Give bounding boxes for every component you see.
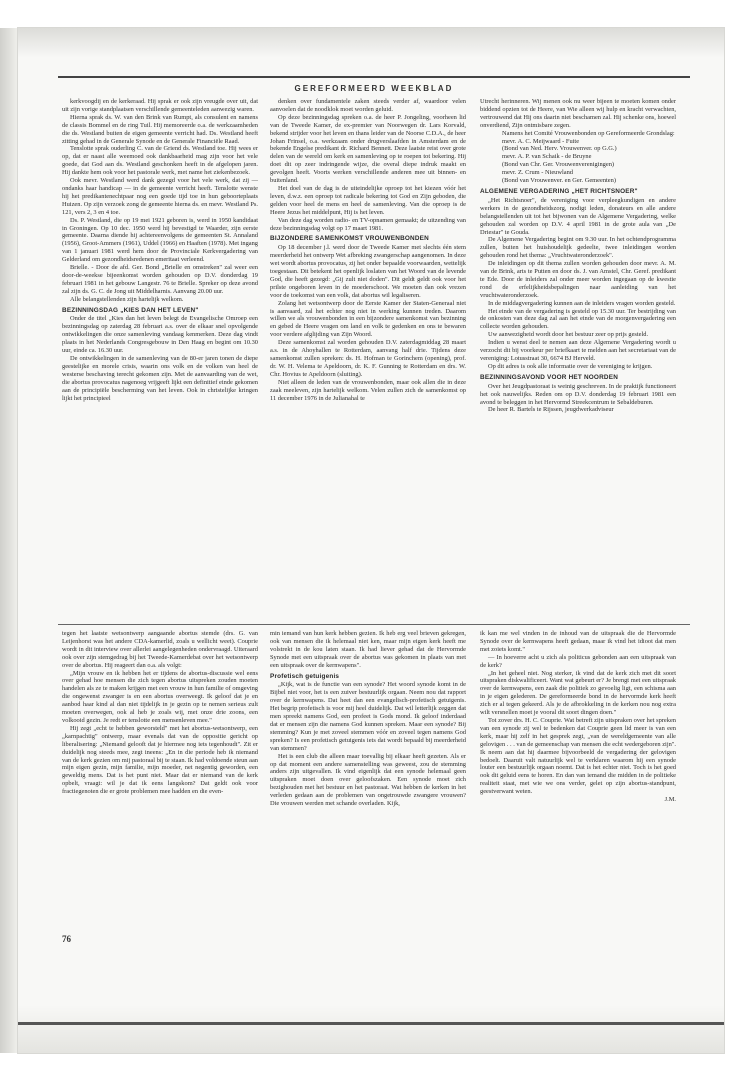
page-number: 76 [62,934,71,944]
section-heading: BIJZONDERE SAMENKOMST VROUWENBONDEN [270,235,429,243]
paragraph: Alle belangstellenden zijn hartelijk welkom. [70,295,184,303]
paragraph: „Kijk, wat is de functie van een synode? Het woord synode komt in de Bijbel niet voor, het is een zuiver bestuurlijk orgaan. Neem nou dat rapport over de kernwapens. Dat heet dan een evangelisch-profetisch getuigenis. Het begrip profetisch is voor mij heel duidelijk. Dat wil letterlijk zeggen dat men spreekt namens God, een profeet is Gods mond. Ik geloof inderdaad dat er mensen zijn die namens God kunnen spreken. Maar een synode? Bij stemming? Kun je met zoveel stemmen vóór en zoveel tegen namens God spreken? Is een profetisch getuigenis iets dat wordt bepaald bij meerderheid van stemmen? [270,681,466,752]
paragraph: Ook mevr. Westland werd dank gezegd voor het vele werk, dat zij — ondanks haar handicap — in de gemeente verricht heeft. Tenslotte wenste hij het predikantenechtpaar nog een goede tijd toe in hun geboorteplaats Huizen. Op zijn verzoek zong de gemeente hierna ds. en mevr. Westland Ps. 121, vers 2, 3 en 4 toe. [62,177,258,216]
scan-bottom-line [18,1022,724,1025]
paragraph: Van deze dag worden radio- en TV-opnamen gemaakt; de uitzending van deze bezinningsdag volgt op 17 maart 1981. [270,216,466,232]
masthead-title: GEREFORMEERD WEEKBLAD [294,84,454,93]
article-column-bottom-2 [270,630,466,930]
paragraph: Utrecht herinneren. Wij menen ook nu weer bijeen te moeten komen onder biddend opzien tot de Heere, van Wie alleen wij hulp en kracht verwachten, vertrouwend dat Hij ons daarin niet beschamen zal. Hij schenke ons, hoewel onverdiend, Zijn ontmisbare zegen. [480,98,676,129]
article-column-bottom-1 [62,630,258,930]
signatory-line: mevr. A. P. van Schaik - de Bruyne [502,153,592,161]
scan-bottom-shadow [18,1005,724,1053]
paragraph: Niet alleen de leden van de vrouwenbonden, maar ook allen die in deze zaak meeleven, zijn hartelijk welkom. Velen zullen zich de samenkomst op 11 december 1976 in de Julianahal te [270,378,466,402]
paragraph: Tenslotte sprak ouderling C. van de Griend ds. Westland toe. Hij wees er op, dat er naast alle weemoed ook dankbaarheid mag zijn voor het vele goede, dat God aan ds. Westland geschonken heeft in de afgelopen jaren. Hij dankte hem ook voor het pastorale werk, met name het ziekenbezoek. [62,145,258,177]
paragraph: Het doel van de dag is de uiteindelijke oproep tot het kiezen vóór het leven, d.w.z. een oproep tot radicale bekering tot God en Zijn geboden, die gelden voor heel de mens en heel de samenleving. Van die oproep is de Heere Jezus het middelpunt, Hij is het leven. [270,184,466,216]
paragraph: „Mijn vrouw en ik hebben het er tijdens de abortus-discussie wel eens over gehad hoe mensen die zich tegen abortus uitspreken zouden moeten handelen als ze te maken krijgen met een vrouw in hun familie of omgeving die ongewenst zwanger is en een abortus overweegt. Ik geloof dat je en aanbod haar kind al dan niet tijdelijk in je gezin op te nemen serieus zult moeten overwegen, ook al heb je zoals wij, met onze drie zoons, een volkooid gezin. Je redt er tenslotte een mensenleven mee." [62,669,258,724]
section-heading: BEZINNINGSDAG „KIES DAN HET LEVEN" [62,306,199,314]
paragraph: min iemand van hun kerk hebben gezien. Ik heb erg veel brieven gekregen, ook van mensen die ik helemaal niet ken, maar mijn eigen kerk heeft me volstrekt in de kou laten staan. Ik had liever gehad dat de Hervormde Synode met een uitspraak over de abortus was gekomen in plaats van met een uitspraak over de kernwapens". [270,630,466,669]
paragraph: In de middagvergadering kunnen aan de inleiders vragen worden gesteld. [488,299,676,307]
paragraph: kerkvoogdij en de kerkeraad. Hij sprak er ook zijn vreugde over uit, dat uit zijn vorige standplaatsen verschillende gemeenteleden aanwezig waren. [62,98,258,113]
paragraph: De Algemene Vergadering begint om 9.30 uur. In het ochtendprogramma zullen, buiten het huishoudelijk gedeelte, twee inleidingen worden gehouden rond het thema: „Vruchtwateronderzoek". [480,236,676,260]
header-rule [58,76,690,78]
signatory-line: (Bond van Chr. Ger. Vrouwenverenigingen) [502,161,615,169]
paragraph: Indien u wenst deel te nemen aan deze Algemene Vergadering wordt u verzocht dit bij voorkeur per briefkaart te melden aan het secretariaat van de vereniging: Lotusstraat 30, 6674 BJ Herveld. [480,339,676,362]
article-column-top-2 [270,98,466,618]
signatory-line: (Bond van Vrouwenver. en Ger. Gemeenten) [502,177,616,185]
paragraph: Hierna sprak ds. W. van den Brink van Rumpt, als consulent en namens de classis Bommel en de ring Tuil. Hij memoreerde o.a. de werkzaamheden die ds. Westland buiten de eigen gemeente verricht had. Ds. Westland heeft zitting gehad in de Generale Synode en de Generale Financiële Raad. [62,113,258,145]
section-heading: BEZINNINGSAVOND VOOR HET NOORDEN [480,373,619,381]
paragraph: De ontwikkelingen in de samenleving van de 80-er jaren tonen de diepe geestelijke en morele crisis, waarin ons volk en de volken van heel de westerse beschaving terecht gekomen zijn. Met de aanvaarding van de wet, die abortus provocatus nagenoeg vrijgeeft lijkt een definitief einde gekomen aan de principiële bescherming van het leven. Ook in christelijke kringen lijkt het principieel [62,355,258,402]
paragraph: — In hoeverre acht u zich als politicus gebonden aan een uitspraak van de kerk? [480,653,676,669]
signatory-line: mevr. Z. Crum - Nieuwland [502,169,573,177]
paragraph: Hij zegt „echt te hebben geworsteld" met het abortus-wetsontwerp, een „karnpachtig" ontwerp, maar evenals dat van de oppositie gericht op liberalisering: „Niemand gelooft dat je hiermee nog iets tegenhoudt". Zit er duidelijk nog steeds mee, zegt ineens: „En in die periode heb ik niemand van de kerk gezien om mij pastoraal bij te staan. Ik had voldoende steun aan mijn eigen gezin, mijn familie, mijn moeder, net negentig geworden, een geweldig mens. Dat is het punt niet. Maar dat er niemand van de kerk opbelt, vraagt: wil je dat ik eens langskom? Dat geldt ook voor fractiegenoten die er grote problemen mee hadden en die even- [62,724,258,796]
paragraph: Het is een club die alleen maar toevallig bij elkaar heeft gezeten. Als er op dat moment een andere samenstelling was geweest, zou de stemming anders zijn uitgevallen. Ik vind eigenlijk dat een synode helemaal geen uitspraken moet doen over geloofszaken. Een synode moet zich bezighouden met het bestuur en het pastoraat. Wat hebben de kerken in het verleden gedaan aan de problemen van ongetrouwde zwangere vrouwen? Die vrouwen werden met schande overladen. Kijk, [270,752,466,808]
paragraph: Op deze bezinningsdag spreken o.a. de heer P. Jongeling, voorheen lid van de Tweede Kamer, de ex-premier van Noorwegen dr. Lars Korvald, bekend strijder voor het leven en thans leider van de Noorse C.D.A., de heer Johan Frinsel, o.a. werkzaam onder drugverslaafden in Amsterdam en de bekende Engelse predikant dr. Richard Bennett. Deze laatste reist over grote delen van de wereld om kerk en samenleving op te roepen tot bekering. Hij doet dit op zeer indringende wijze, die overal diepe indruk maakt en gevolgen heeft. Voorts werken verschillende anderen mee uit binnen- en buitenland. [270,113,466,185]
paragraph: Onder de titel „Kies dan het leven belegt de Evangelische Omroep een bezinningsdag op zaterdag 28 februari a.s. over de elkaar snel opvolgende ontwikkelingen die onze samenleving vandaag kenmerken. Deze dag vindt plaats in het Nederlands Congresgebouw in Den Haag en begint om 10.30 uur, einde ca. 16.30 uur. [62,315,258,355]
paragraph: „In het geheel niet. Nog sterker, ik vind dat de kerk zich met dit soort uitspraken diskwalificeert. Want wat gebeurt er? Je brengt met een uitspraak over de kernwapens, een zaak die politiek zo gevoelig ligt, een schisma aan in je eigen gelederen. De gereformeerde bond in de hervormde kerk heeft zich er al tegen gekeerd. Als je de afbrokkeling in de kerken nou nog extra wilt versnellen moet je vooral dit soort dingen doen." [480,669,676,717]
paragraph: De inleidingen op dit thema zullen worden gehouden door mevr. A. M. van de Brink, arts te Putten en door ds. J. van Amstel, Chr. Geref. predikant te Ede. Door de inleiders zal onder meer worden ingegaan op de kwestie rond de erfelijkheidsbepalingen naar aanleiding van het vruchtwateronderzoek. [480,260,676,299]
paragraph: „Het Richtsnoer", de vereniging voor verpleegkundigen en andere werkers in de gezondheidszorg, nodigt leden, donateurs en alle andere belangstellenden uit tot het bijwonen van de Algemene Vergadering, welke gehouden zal worden op D.V. 4 april 1981 in de grote aula van „De Driestar" te Gouda. [480,196,676,236]
article-column-top-3 [480,98,676,618]
paragraph: denken over fundamentele zaken steeds verder af, waardoor velen aanvoelen dat de noodklok moet worden geluid. [270,98,466,113]
paragraph: De heer R. Bartels te Rijssen, jeugdwerkadviseur [488,406,614,414]
paragraph: ik kan me wel vinden in de inhoud van de uitspraak die de Hervormde Synode over de kernwapens heeft gedaan, maar ik vind het idioot dat men met zoiets komt." [480,630,676,653]
book-spine-shadow [0,28,18,1053]
paragraph: Op 18 december j.l. werd door de Tweede Kamer met slechts één stem meerderheid het ontwerp Wet afbreking zwangerschap aangenomen. In deze wet wordt abortus provocatus, zij het onder bepaalde voorwaarden, wettelijk toegestaan. Dit betekent het openlijk loslaten van het Woord van de levende God, die heeft gezegd: „Gij zult niet doden". Dit geldt geldt ook voor het prilste ongeboren leven in de moederschoot. We moeten dan ook vrezen voor de toekomst van een volk, dat abortus wil legaliseren. [270,244,466,299]
paragraph: Zolang het wetsontwerp door de Eerste Kamer der Staten-Generaal niet is aanvaard, zal het echter nog niet in werking kunnen treden. Daarom willen we als vrouwenbonden in een bijzondere samenkomst van bezinning en gebed de Heere vragen om land en volk te gedenken en ons te bewaren voor verdere afglijding van Zijn Woord. [270,299,466,339]
paragraph: Tot zover drs. H. C. Couprie. Wat betreft zijn uitspraken over het spreken van een synode zij wel te bedenken dat Couprie geen lid meer is van een kerk, maar hij zelf in het gesprek zegt, „van de wereldgemeente van alle gelovigen . . . van de gemeenschap van mensen die echt wedergeboren zijn". Ik neem aan dat hij daarmee bijvoorbeeld de vergadering der gelovigen bedoelt. Daaruit valt natuurlijk wel te verklaren waarom hij een synode louter een bestuurlijk orgaan noemt. Dat is het echter niet. Toch is het goed ook dit geluid eens te horen. En dan van iemand die midden in de politieke realiteit staat, met wie we ons verder, gelet op zijn abortus-standpunt, geestverwant weten. [480,716,676,796]
paragraph: Brielle. - Door de afd. Ger. Bond „Brielle en omstreken" zal weer een door-de-weekse bijeenkomst worden gehouden op D.V. donderdag 19 februari 1981 in het gebouw Langestr. 76 te Brielle. Spreker op deze avond zal zijn ds. G. C. de Jong uit Middelharnis. Aanvang 20.00 uur. [62,264,258,295]
article-column-top-1 [62,98,258,618]
paragraph: tegen het laatste wetsontwerp aangaande abortus stemde (drs. G. van Leijenhorst was het andere CDA-kamerlid, zoals u wellicht weet). Couprie wordt in dit interview over allerlei aangelegenheden ondervraagd. Uiteraard ook over zijn stemgedrag bij het Tweede-Kamerdebat over het wetsontwerp over de abortus. Hij reageert dan o.a. als volgt: [62,630,258,669]
scan-top-edge [18,28,724,58]
paragraph: Ds. P. Westland, die op 19 mei 1921 geboren is, werd in 1950 kandidaat in Groningen. Op 10 dec. 1950 werd hij bevestigd te Waarder, zijn eerste gemeente. Daarna diende hij achtereenvolgens de gemeenten St. Annaland (1956), Groot-Ammers (1961), Uddel (1966) en Haaften (1978). Met ingang van 1 januari 1981 werd hem door de Provinciale Kerkvergadering van Gelderland om gezondheidsredenen emeritaat verleend. [62,216,258,264]
section-heading: Profetisch getuigenis [270,672,340,680]
section-heading: ALGEMENE VERGADERING „HET RICHTSNOER" [480,187,638,195]
paragraph: Op dit adres is ook alle informatie over de vereniging te krijgen. [488,362,653,370]
paragraph: Deze samenkomst zal worden gehouden D.V. zaterdagmiddag 28 maart a.s. in de Ahoyhallen te Rotterdam, aanvang half drie. Tijdens deze samenkomst zullen spreken: ds. H. Hofman te Gorinchem (opening), prof. dr. W. H. Velema te Apeldoorn, dr. K. F. Gunning te Rotterdam en drs. W. Chr. Hovius te Apeldoorn (sluiting). [270,339,466,378]
author-signature: J.M. [664,796,676,804]
article-column-bottom-3 [480,630,676,930]
paragraph: Uw aanwezigheid wordt door het bestuur zeer op prijs gesteld. [488,331,649,339]
paragraph: Over het Jeugdpastoraat is weinig geschreven. In de praktijk functioneert het ook nauwelijks. Reden om op D.V. donderdag 19 februari 1981 een avond te beleggen in het Hervormd Streekcentrum te Sebaldeburen. [480,382,676,406]
section-divider [58,624,690,625]
signatory-line: mevr. A. C. Meijwaard - Fuite [502,137,580,145]
paragraph: Het einde van de vergadering is gesteld op 15.30 uur. Ter bestrijding van de onkosten van deze dag zal aan het einde van de morgenvergadering een collecte worden gehouden. [480,307,676,331]
signatory-line: (Bond van Ned. Herv. Vrouwenver. op G.G.) [502,145,617,153]
signatory-line: Namens het Comité Vrouwenbonden op Gereformeerde Grondslag: [502,129,675,137]
